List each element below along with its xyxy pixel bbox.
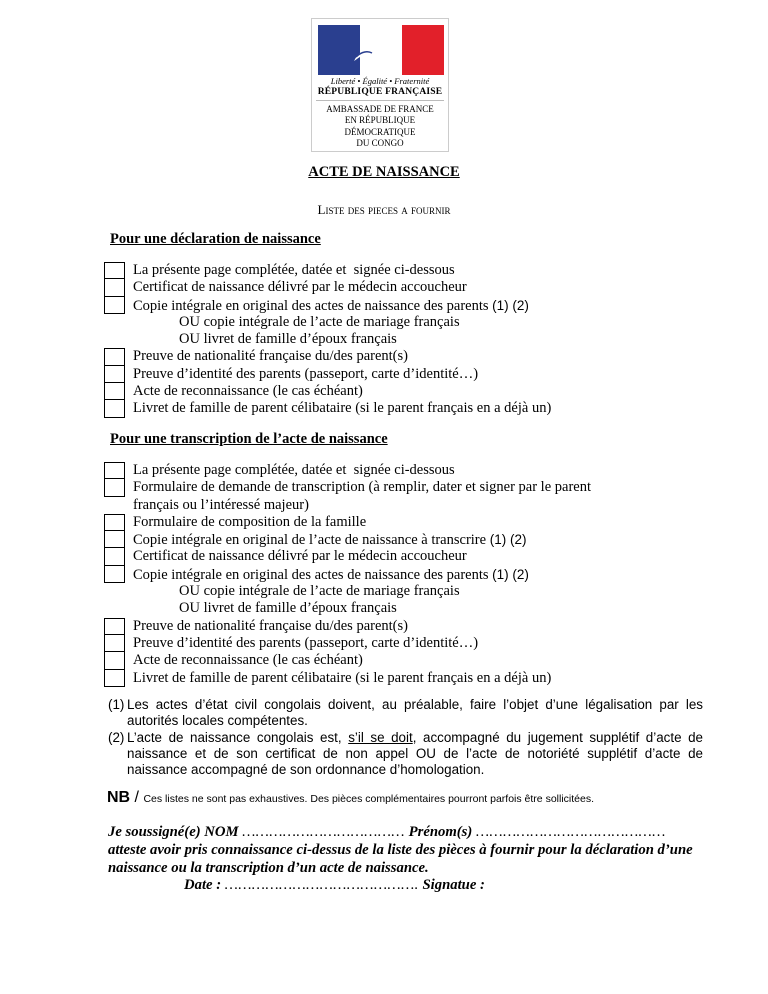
footnote-reference: (1) (2) xyxy=(492,566,529,582)
item-text: français ou l’intéressé majeur) xyxy=(133,496,309,513)
checklist-item xyxy=(104,331,704,348)
embassy-line: EN RÉPUBLIQUE xyxy=(344,115,416,126)
section-heading-transcription: Pour une transcription de l’acte de naissance xyxy=(110,431,388,447)
footnote-number: (2) xyxy=(108,729,125,745)
checkbox[interactable] xyxy=(104,279,125,296)
checkbox[interactable] xyxy=(104,366,125,383)
checklist-item xyxy=(104,618,704,635)
item-text: La présente page complétée, datée et signée ci-dessous xyxy=(133,462,455,478)
prenom-label: Prénom(s) xyxy=(404,824,476,840)
checkbox[interactable] xyxy=(104,479,125,496)
item-text: OU livret de famille d’époux français xyxy=(179,600,397,617)
checkbox[interactable] xyxy=(104,652,125,669)
embassy-line: AMBASSADE DE FRANCE xyxy=(326,104,434,114)
declaration-block xyxy=(108,823,708,877)
checkbox[interactable] xyxy=(104,635,125,652)
name-line xyxy=(108,823,708,841)
footnote-text: L’acte de naissance congolais est, xyxy=(127,729,349,745)
footnote-reference: (1) (2) xyxy=(492,297,529,313)
checklist-item xyxy=(104,462,704,479)
item-text: Livret de famille de parent célibataire (si le parent français en a déjà un) xyxy=(133,400,552,417)
checkbox[interactable] xyxy=(104,297,125,314)
checklist-item xyxy=(104,531,704,548)
item-text: La présente page complétée, datée et signée ci-dessous xyxy=(133,262,455,278)
item-text: Acte de reconnaissance (le cas échéant) xyxy=(133,652,363,669)
checklist-item xyxy=(104,600,704,617)
checklist-item xyxy=(104,548,704,565)
checklist-item xyxy=(104,583,704,600)
checkbox[interactable] xyxy=(104,400,125,417)
item-text: Copie intégrale en original de l’acte de naissance à transcrire xyxy=(133,532,490,549)
prenom-field[interactable]: …………………………………… xyxy=(475,824,666,840)
item-text: Preuve d’identité des parents (passeport, carte d’identité…) xyxy=(133,365,479,382)
checklist-item xyxy=(104,479,704,496)
checklist-declaration xyxy=(104,262,704,418)
embassy-line: DU CONGO xyxy=(356,137,404,148)
checkbox[interactable] xyxy=(104,566,125,583)
item-text: OU livret de famille d’époux français xyxy=(179,331,397,348)
checklist-item xyxy=(104,400,704,417)
document-subtitle: Liste des pieces a fournir xyxy=(317,202,451,217)
section-heading-declaration: Pour une déclaration de naissance xyxy=(110,231,321,247)
nb-note xyxy=(107,789,594,807)
item-text: Copie intégrale en original des actes de naissance des parents xyxy=(133,566,493,583)
item-text: OU copie intégrale de l’acte de mariage français xyxy=(179,583,460,600)
footnote-2 xyxy=(108,730,703,779)
checklist-item xyxy=(104,279,704,296)
nb-slash: / xyxy=(130,789,144,806)
footnote-underlined: s’il se doit xyxy=(348,729,413,745)
checkbox[interactable] xyxy=(104,618,125,635)
nb-text: Ces listes ne sont pas exhaustives. Des pièces complémentaires pourront parfois être sollicitées. xyxy=(143,793,594,805)
checklist-item xyxy=(104,635,704,652)
footnote-number: (1) xyxy=(108,697,125,712)
checklist-item xyxy=(104,652,704,669)
footnote-1 xyxy=(108,697,703,730)
checkbox[interactable] xyxy=(104,348,125,365)
footnote-reference: (1) (2) xyxy=(489,532,527,548)
checkbox[interactable] xyxy=(104,262,125,279)
checkbox[interactable] xyxy=(104,383,125,400)
checklist-item xyxy=(104,297,704,314)
checkbox[interactable] xyxy=(104,514,125,531)
declaration-text: atteste avoir pris connaissance ci-dessus de la liste des pièces à fournir pour la déclaration d’une naissance ou la transcription d’un acte de naissance. xyxy=(108,842,693,876)
logo-divider xyxy=(316,100,444,101)
embassy-name xyxy=(312,104,448,149)
title-text: ACTE DE NAISSANCE xyxy=(308,164,460,180)
embassy-logo xyxy=(311,18,449,152)
date-field[interactable]: ……………………………………. xyxy=(224,877,419,893)
checklist-item xyxy=(104,566,704,583)
republic-name: RÉPUBLIQUE FRANÇAISE xyxy=(317,87,443,97)
item-text: Preuve d’identité des parents (passeport, carte d’identité…) xyxy=(133,634,479,651)
signature-label: Signatue : xyxy=(418,877,485,893)
checklist-transcription xyxy=(104,462,704,687)
checkbox[interactable] xyxy=(104,670,125,687)
item-text: Copie intégrale en original des actes de naissance des parents xyxy=(133,297,493,314)
checkbox[interactable] xyxy=(104,531,125,548)
checkbox[interactable] xyxy=(104,548,125,565)
date-label: Date : xyxy=(184,877,225,893)
checklist-item xyxy=(104,383,704,400)
checklist-item xyxy=(104,348,704,365)
item-text: Preuve de nationalité française du/des parent(s) xyxy=(133,617,408,634)
marianne-icon xyxy=(350,27,408,73)
item-text: Certificat de naissance délivré par le médecin accoucheur xyxy=(133,548,467,565)
document-title xyxy=(0,164,768,181)
checklist-item xyxy=(104,366,704,383)
checkbox[interactable] xyxy=(104,462,125,479)
footnotes xyxy=(108,697,703,778)
item-text: Formulaire de demande de transcription (à remplir, dater et signer par le parent xyxy=(133,479,591,496)
footnote-text: Les actes d’état civil congolais doivent, au préalable, faire l’objet d’une légalisation par les autorités locales compétentes. xyxy=(127,697,703,729)
item-text: Formulaire de composition de la famille xyxy=(133,513,367,530)
item-text: Preuve de nationalité française du/des parent(s) xyxy=(133,348,408,365)
item-text: Livret de famille de parent célibataire (si le parent français en a déjà un) xyxy=(133,669,552,686)
checklist-item xyxy=(104,314,704,331)
item-text: Acte de reconnaissance (le cas échéant) xyxy=(133,383,363,400)
item-text: Certificat de naissance délivré par le médecin accoucheur xyxy=(133,279,467,296)
checklist-item xyxy=(104,514,704,531)
checklist-item xyxy=(104,262,704,279)
motto: Liberté • Égalité • Fraternité xyxy=(330,76,430,86)
item-text: OU copie intégrale de l’acte de mariage français xyxy=(179,313,460,330)
checklist-item xyxy=(104,670,704,687)
nb-label: NB xyxy=(107,789,131,806)
footnote-text: , accompagné du jugement supplétif d’acte de naissance et de son certificat de non appel OU de l’acte de notoriété supplétif d’acte de naissance accompagné de son ordonnance d’homologation. xyxy=(127,729,704,778)
date-signature-line xyxy=(184,877,485,894)
checklist-item xyxy=(104,497,704,514)
embassy-line: DÉMOCRATIQUE xyxy=(344,126,416,137)
nom-field[interactable]: ……………………………… xyxy=(242,824,405,840)
nom-label: Je soussigné(e) NOM xyxy=(108,824,243,840)
